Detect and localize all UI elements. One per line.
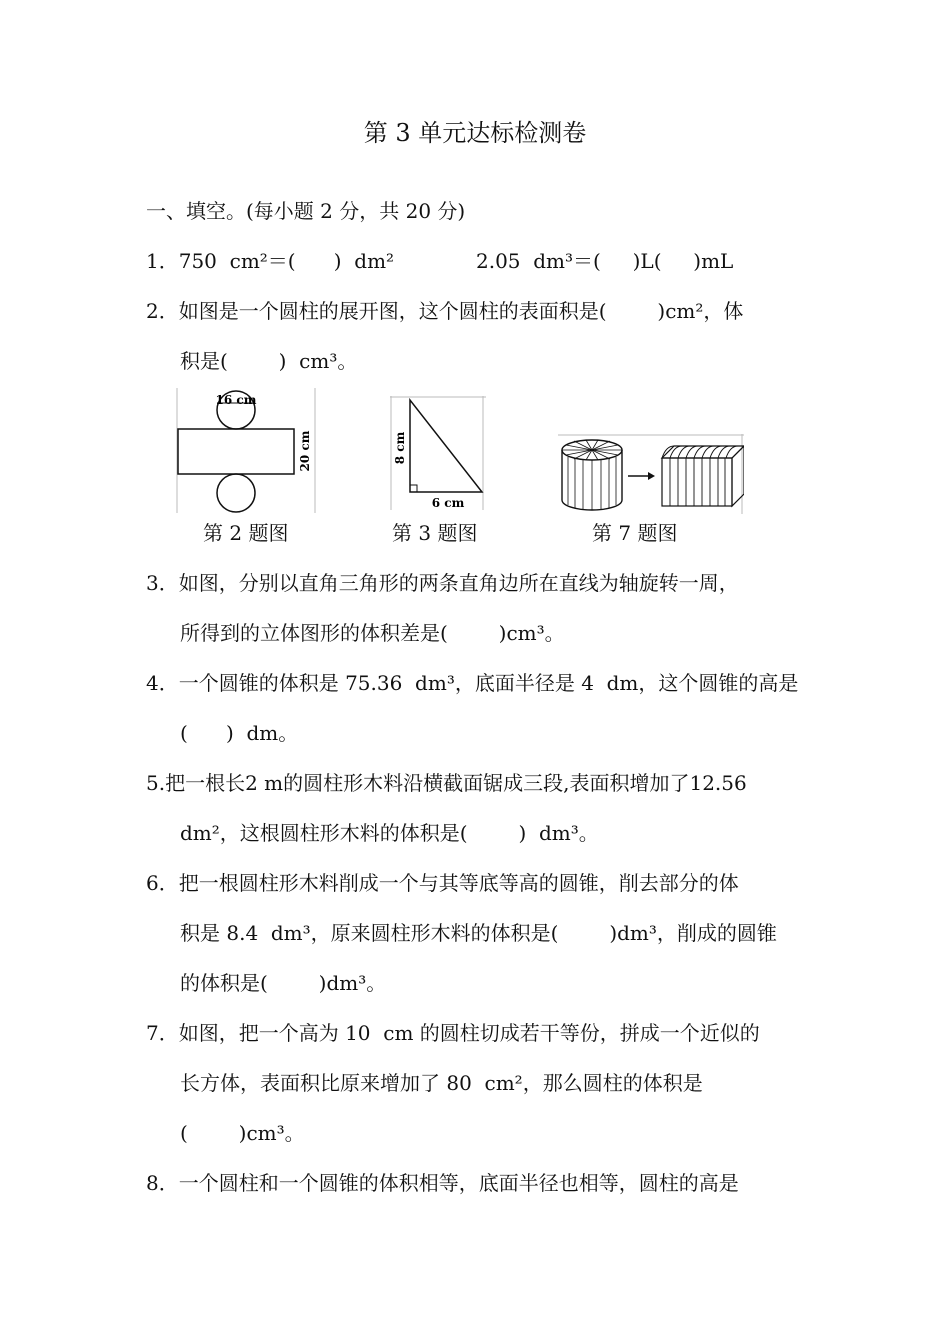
figure-3-caption: 第 3 题图 (392, 521, 478, 545)
question-7-line-1: 7．如图，把一个高为 10 cm 的圆柱切成若干等份，拼成一个近似的 (146, 1021, 760, 1045)
question-5-line-1: 5.把一根长2 m的圆柱形木料沿横截面锯成三段,表面积增加了12.56 (146, 771, 747, 795)
page-title: 第 3 单元达标检测卷 (363, 119, 587, 147)
question-1a: 1．750 cm²＝( ) dm² (146, 249, 395, 273)
question-8-line-1: 8．一个圆柱和一个圆锥的体积相等，底面半径也相等，圆柱的高是 (146, 1171, 739, 1195)
section-heading: 一、填空。(每小题 2 分，共 20 分) (146, 199, 466, 223)
question-4-line-1: 4．一个圆锥的体积是 75.36 dm³，底面半径是 4 dm，这个圆锥的高是 (146, 671, 799, 695)
bottom-circle (217, 474, 255, 512)
cylinder-icon (562, 440, 622, 510)
question-1b: 2.05 dm³＝( )L( )mL (476, 249, 734, 273)
figure-2-caption: 第 2 题图 (203, 521, 289, 545)
question-3-line-1: 3．如图，分别以直角三角形的两条直角边所在直线为轴旋转一周， (146, 571, 739, 595)
question-2-line-1: 2．如图是一个圆柱的展开图，这个圆柱的表面积是( )cm²，体 (146, 299, 744, 323)
figure-7-caption: 第 7 题图 (592, 521, 678, 545)
cylinder-to-cuboid-figure (558, 434, 744, 514)
horizontal-leg-label: 6 cm (431, 496, 465, 510)
question-7-line-3: ( )cm³。 (180, 1121, 305, 1145)
question-2-line-2: 积是( ) cm³。 (180, 349, 358, 373)
question-5-line-2: dm²，这根圆柱形木料的体积是( ) dm³。 (180, 821, 599, 845)
diameter-label: 16 cm (215, 393, 257, 407)
right-triangle-figure (390, 396, 486, 510)
vertical-leg-label: 8 cm (393, 431, 407, 465)
cylinder-net-figure (176, 388, 316, 513)
cuboid-icon (662, 446, 744, 506)
question-3-line-2: 所得到的立体图形的体积差是( )cm³。 (180, 621, 565, 645)
lateral-rectangle (178, 429, 294, 474)
triangle (410, 400, 482, 492)
question-4-line-2: ( ) dm。 (180, 721, 299, 745)
question-7-line-2: 长方体，表面积比原来增加了 80 cm²，那么圆柱的体积是 (180, 1071, 703, 1095)
arrow-right-icon (628, 472, 655, 480)
question-6-line-2: 积是 8.4 dm³，原来圆柱形木料的体积是( )dm³，削成的圆锥 (180, 921, 777, 945)
height-label: 20 cm (298, 430, 312, 472)
question-6-line-3: 的体积是( )dm³。 (180, 971, 387, 995)
question-6-line-1: 6．把一根圆柱形木料削成一个与其等底等高的圆锥，削去部分的体 (146, 871, 739, 895)
